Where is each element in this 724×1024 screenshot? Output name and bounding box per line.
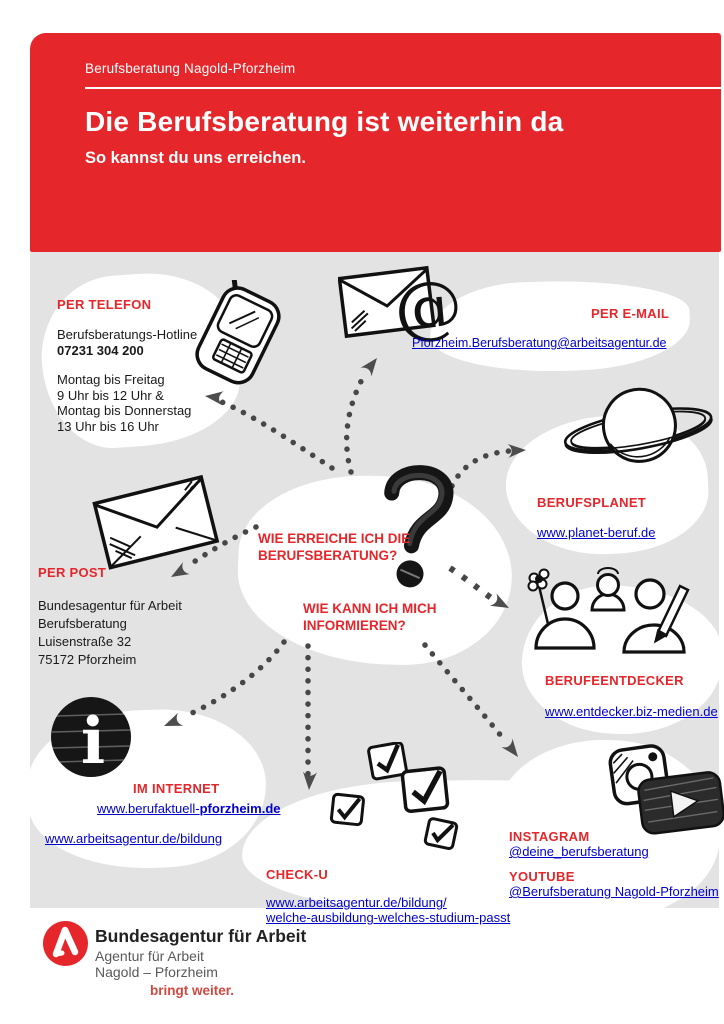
info-glyph: i xyxy=(80,704,106,779)
telefon-hours: Montag bis Freitag 9 Uhr bis 12 Uhr & Montag bis Donnerstag 13 Uhr bis 16 Uhr xyxy=(57,372,192,434)
info-circle-icon xyxy=(46,694,138,782)
post-address: Bundesagentur für Arbeit Berufsberatung Luisenstraße 32 75172 Pforzheim xyxy=(38,598,182,667)
berufsplanet-heading: BERUFSPLANET xyxy=(537,495,647,510)
berufeentdecker-link[interactable]: www.entdecker.biz-medien.de xyxy=(545,704,718,719)
mobile-phone-icon xyxy=(192,280,292,388)
page-title: Die Berufsberatung ist weiterhin da xyxy=(85,106,564,137)
berufsplanet-link[interactable]: www.planet-beruf.de xyxy=(537,525,656,540)
footer-agency: Agentur für Arbeit Nagold – Pforzheim xyxy=(95,948,218,980)
instagram-link[interactable]: @deine_berufsberatung xyxy=(509,844,649,859)
at-icon: @ xyxy=(390,265,466,350)
page-subtitle: So kannst du uns erreichen. xyxy=(85,149,306,167)
checkboxes-icon xyxy=(328,742,468,854)
header-rule xyxy=(85,87,721,89)
ba-logo xyxy=(42,920,89,967)
internet-link-arbeitsagentur[interactable]: www.arbeitsagentur.de/bildung xyxy=(45,831,223,846)
email-heading: PER E-MAIL xyxy=(591,306,670,321)
question-mark-sketch xyxy=(372,458,457,593)
question-erreiche: WIE ERREICHE ICH DIE BERUFSBERATUNG? xyxy=(258,531,411,563)
social-icons xyxy=(606,744,724,840)
checku-link[interactable]: www.arbeitsagentur.de/bildung/ welche-ausbildung-welches-studium-passt xyxy=(266,895,511,925)
postal-envelope-icon xyxy=(92,474,222,572)
people-discover-icon xyxy=(524,564,692,658)
youtube-heading: YOUTUBE xyxy=(509,869,575,884)
header-banner xyxy=(30,33,721,252)
footer-tagline: bringt weiter. xyxy=(150,983,235,998)
internet-heading: IM INTERNET xyxy=(133,781,220,796)
post-heading: PER POST xyxy=(38,565,107,580)
telefon-hotline-label: Berufsberatungs-Hotline xyxy=(57,327,198,342)
telefon-number: 07231 304 200 xyxy=(57,343,144,358)
header-eyebrow: Berufsberatung Nagold-Pforzheim xyxy=(85,61,296,76)
instagram-heading: INSTAGRAM xyxy=(509,829,590,844)
berufeentdecker-heading: BERUFEENTDECKER xyxy=(545,673,684,688)
question-informieren: WIE KANN ICH MICH INFORMIEREN? xyxy=(303,601,437,633)
telefon-heading: PER TELEFON xyxy=(57,297,152,312)
youtube-play-icon xyxy=(637,771,724,835)
saturn-planet-icon xyxy=(556,374,716,484)
youtube-link[interactable]: @Berufsberatung Nagold-Pforzheim xyxy=(509,884,719,899)
internet-link-berufaktuell[interactable]: www.berufaktuell-pforzheim.de xyxy=(97,801,281,816)
checku-heading: CHECK-U xyxy=(266,867,329,882)
footer-org-name: Bundesagentur für Arbeit xyxy=(95,926,307,946)
email-link[interactable]: Pforzheim.Berufsberatung@arbeitsagentur.de xyxy=(412,336,667,350)
